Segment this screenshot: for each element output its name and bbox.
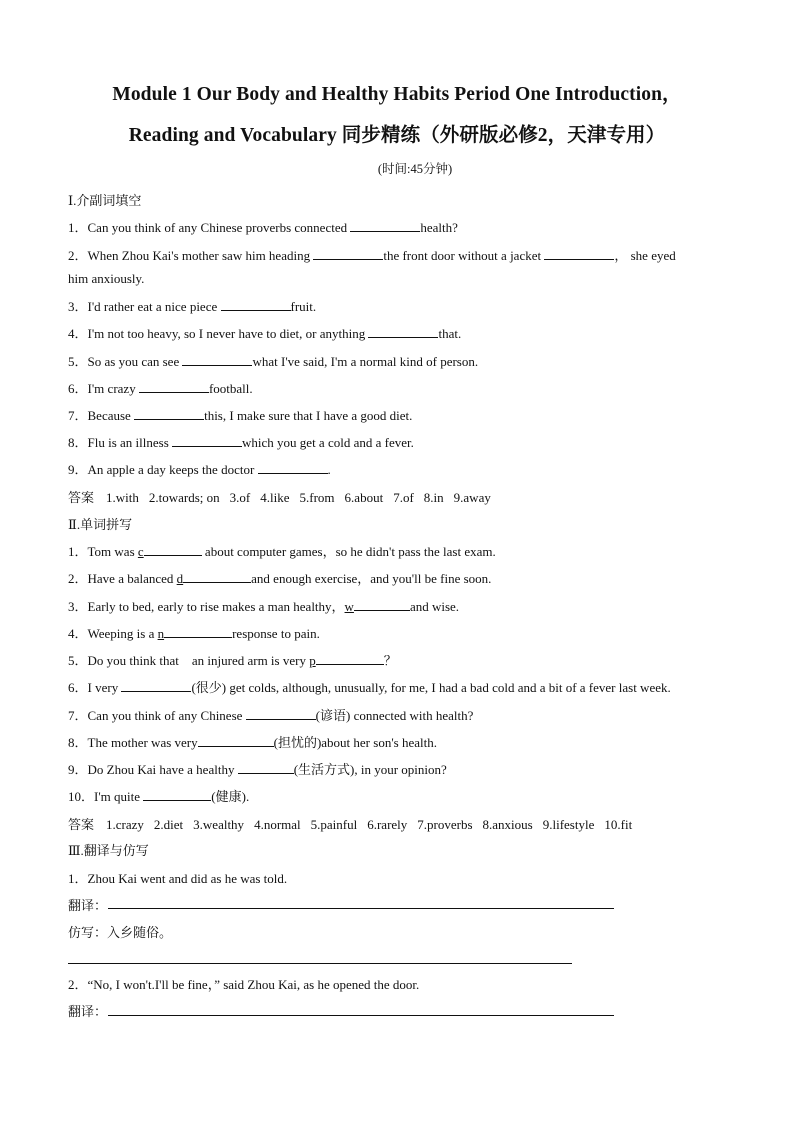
s1-question-1: 1．Can you think of any Chinese proverbs connected health?: [68, 220, 458, 235]
s2-question-4: 4．Weeping is a n response to pain.: [68, 626, 320, 641]
s1-question-5: 5．So as you can see what I've said, I'm a normal kind of person.: [68, 354, 479, 369]
s1-question-7: 7．Because this, I make sure that I have a good diet.: [68, 408, 413, 423]
answer-blank[interactable]: [246, 706, 316, 720]
s1-question-4: 4．I'm not too heavy, so I never have to diet, or anything that.: [68, 326, 462, 341]
s2-question-10: 10．I'm quite (健康).: [68, 789, 250, 804]
answer-blank[interactable]: [144, 542, 202, 556]
s2-question-7: 7．Can you think of any Chinese (谚语) connected with health?: [68, 708, 474, 723]
answer-blank[interactable]: [313, 246, 383, 260]
section-2-heading: Ⅱ.单词拼写: [68, 517, 133, 532]
s1-question-6: 6．I'm crazy football.: [68, 381, 253, 396]
s3-question-2: 2．“No, I won't.I'll be fine，” said Zhou Kai, as he opened the door.: [68, 977, 420, 992]
answer-blank[interactable]: [258, 460, 328, 474]
answer-blank[interactable]: [238, 760, 294, 774]
s2-question-2: 2．Have a balanced d and enough exercise，and you'll be fine soon.: [68, 571, 492, 586]
answer: 2.diet: [153, 817, 184, 832]
page-title-line-2: Reading and Vocabulary 同步精练（外研版必修2，天津专用）: [128, 125, 666, 146]
s2-answers: [68, 814, 642, 833]
s3-translate-label-2: 翻译：: [68, 1004, 108, 1019]
answer: 9.lifestyle: [542, 817, 595, 832]
answer-blank[interactable]: [172, 433, 242, 447]
answer: 3.wealthy: [193, 817, 245, 832]
answer: 5.from: [299, 490, 335, 505]
answer-blank[interactable]: [368, 324, 438, 338]
answer-blank[interactable]: [143, 787, 211, 801]
s3-question-1: 1．Zhou Kai went and did as he was told.: [68, 871, 288, 886]
answer: 7.of: [393, 490, 414, 505]
answer-blank[interactable]: [354, 597, 410, 611]
answer-blank[interactable]: [544, 246, 614, 260]
answer-label: 答案: [68, 490, 95, 505]
s2-question-6: 6．I very (很少) get colds, although, unusually, for me, I had a bad cold and a bit of a fever last week.: [68, 680, 671, 695]
answer: 1.crazy: [106, 817, 144, 832]
section-3-heading: Ⅲ.翻译与仿写: [68, 843, 149, 858]
time-note: (时间:45分钟): [377, 162, 453, 176]
answer-blank[interactable]: [221, 297, 291, 311]
s2-question-5: 5．Do you think that an injured arm is very p ？: [68, 653, 397, 668]
answer: 5.painful: [310, 817, 358, 832]
answer: 9.away: [453, 490, 491, 505]
answer-blank[interactable]: [139, 379, 209, 393]
answer: 4.like: [260, 490, 290, 505]
section-1-heading: Ⅰ.介副词填空: [68, 193, 142, 208]
answer: 8.in: [423, 490, 444, 505]
answer-blank[interactable]: [316, 651, 384, 665]
answer: 6.rarely: [367, 817, 408, 832]
answer-blank[interactable]: [198, 733, 274, 747]
translate-answer-line-2[interactable]: [108, 1015, 614, 1016]
answer: 3.of: [229, 490, 251, 505]
s2-question-1: 1．Tom was c about computer games，so he didn't pass the last exam.: [68, 544, 496, 559]
s3-imitate-label: 仿写：入乡随俗。: [68, 925, 173, 940]
answer: 8.anxious: [482, 817, 533, 832]
s1-question-8: 8．Flu is an illness which you get a cold and a fever.: [68, 435, 414, 450]
s3-translate-label-1: 翻译：: [68, 898, 108, 913]
s2-question-9: 9．Do Zhou Kai have a healthy (生活方式), in your opinion?: [68, 762, 447, 777]
answer: 2.towards; on: [148, 490, 220, 505]
imitate-answer-line[interactable]: [68, 963, 572, 964]
translate-answer-line-1[interactable]: [108, 908, 614, 909]
s1-question-2: 2．When Zhou Kai's mother saw him heading the front door without a jacket ， she eyed: [68, 248, 676, 263]
answer-blank[interactable]: [164, 624, 232, 638]
s2-question-8: 8．The mother was very (担忧的)about her son's health.: [68, 735, 437, 750]
answer-label: 答案: [68, 817, 95, 832]
answer: 10.fit: [604, 817, 633, 832]
answer-blank[interactable]: [134, 406, 204, 420]
answer: 1.with: [106, 490, 139, 505]
answer-blank[interactable]: [350, 218, 420, 232]
s1-question-3: 3．I'd rather eat a nice piece fruit.: [68, 299, 317, 314]
s1-question-9: 9．An apple a day keeps the doctor .: [68, 462, 331, 477]
answer: 6.about: [344, 490, 384, 505]
answer: 7.proverbs: [417, 817, 473, 832]
answer-blank[interactable]: [182, 352, 252, 366]
s2-question-3: 3．Early to bed, early to rise makes a man healthy，w and wise.: [68, 599, 460, 614]
page-title-line-1: Module 1 Our Body and Healthy Habits Period One Introduction，: [112, 84, 682, 105]
s1-answers: [68, 487, 501, 506]
answer-blank[interactable]: [183, 569, 251, 583]
answer-blank[interactable]: [121, 678, 191, 692]
answer: 4.normal: [254, 817, 301, 832]
s1-question-2-cont: him anxiously.: [68, 271, 145, 286]
